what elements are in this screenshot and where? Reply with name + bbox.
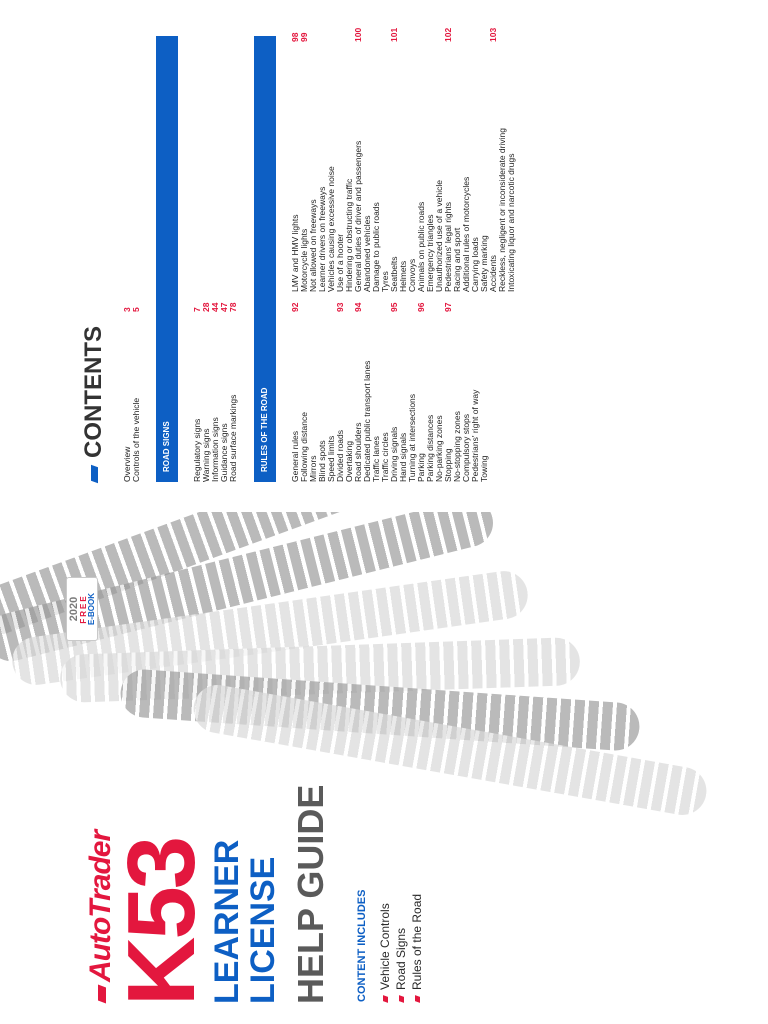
toc-page: 98	[290, 32, 300, 42]
toc-page: 28	[201, 302, 211, 312]
k53-heading: K53	[108, 838, 215, 1006]
toc-entry: Damage to public roads	[371, 202, 381, 292]
toc-entry: Overtaking	[344, 440, 354, 482]
toc-entry: Pedestrians' right of way	[470, 389, 480, 482]
toc-entry: Parking	[416, 453, 426, 482]
toc-entry: Warning signs	[201, 428, 211, 482]
toc-entry: Motorcycle lights	[299, 228, 309, 292]
toc-entry: Vehicles causing excessive noise	[326, 166, 336, 292]
toc-entry: Seatbelts	[389, 256, 399, 292]
toc-page: 102	[443, 27, 453, 42]
toc-page: 95	[389, 302, 399, 312]
contents-title: CONTENTS	[80, 326, 108, 482]
toc-entry: Dedicated public transport lanes	[362, 360, 372, 482]
toc-entry: Traffic circles	[380, 432, 390, 482]
content-includes-heading: CONTENT INCLUDES	[356, 889, 368, 1002]
toc-entry: Information signs	[210, 417, 220, 482]
bullet-icon	[415, 995, 420, 1003]
toc-page: 3	[122, 307, 132, 312]
toc-page: 101	[389, 27, 399, 42]
toc-entry: Following distance	[299, 412, 309, 482]
toc-entry: Guidance signs	[219, 423, 229, 482]
toc-entry: Driving signals	[389, 426, 399, 482]
free-ebook-badge: 2020 FREE E-BOOK	[66, 577, 98, 641]
toc-page: 44	[210, 302, 220, 312]
toc-entry: Overview	[122, 446, 132, 482]
toc-entry: Convoys	[407, 258, 417, 292]
toc-entry: General rules	[290, 430, 300, 482]
toc-entry: Helmets	[398, 260, 408, 292]
road-signs-heading: ROAD SIGNS	[156, 36, 178, 482]
toc-entry: No-parking zones	[434, 415, 444, 482]
toc-entry: Regulatory signs	[192, 418, 202, 482]
content-item: Vehicle Controls	[378, 903, 392, 1002]
toc-entry: Stopping	[443, 448, 453, 482]
toc-entry: Road surface markings	[228, 394, 238, 482]
toc-entry: Speed limits	[326, 435, 336, 482]
toc-page: 97	[443, 302, 453, 312]
toc-entry: Use of a hooter	[335, 233, 345, 292]
toc-entry: Animals on public roads	[416, 201, 426, 292]
content-item: Rules of the Road	[410, 894, 424, 1002]
toc-page: 94	[353, 302, 363, 312]
toc-entry: Learner drivers on freeways	[317, 186, 327, 292]
toc-entry: LMV and HMV lights	[290, 214, 300, 292]
bullet-icon	[399, 995, 404, 1003]
toc-entry: Carrying loads	[470, 237, 480, 292]
toc-page: 7	[192, 307, 202, 312]
title-learner: LEARNER	[208, 839, 246, 1004]
slash-icon	[91, 465, 98, 484]
cover-page	[0, 512, 768, 1024]
toc-entry: Intoxicating liquor and narcotic drugs	[506, 153, 516, 292]
toc-entry: Hindering or obstructing traffic	[344, 178, 354, 292]
toc-entry: Accidents	[488, 255, 498, 292]
bullet-icon	[383, 995, 388, 1003]
content-item: Road Signs	[394, 928, 408, 1002]
toc-entry: Controls of the vehicle	[131, 397, 141, 482]
title-help-guide: HELP GUIDE	[290, 784, 331, 1004]
toc-entry: Abandoned vehicles	[362, 215, 372, 292]
toc-page: 78	[228, 302, 238, 312]
toc-entry: General duties of driver and passengers	[353, 140, 363, 292]
toc-entry: Traffic lanes	[371, 436, 381, 482]
toc-entry: Tyres	[380, 271, 390, 292]
toc-entry: Parking distances	[425, 414, 435, 482]
toc-page: 5	[131, 307, 141, 312]
toc-page: 47	[219, 302, 229, 312]
toc-page: 93	[335, 302, 345, 312]
toc-entry: Divided roads	[335, 430, 345, 482]
toc-entry: Mirrors	[308, 455, 318, 482]
toc-entry: Pedestrians' legal rights	[443, 202, 453, 292]
toc-entry: No-stopping zones	[452, 411, 462, 482]
toc-page: 92	[290, 302, 300, 312]
toc-entry: Not allowed on freeways	[308, 199, 318, 292]
toc-page: 100	[353, 27, 363, 42]
toc-entry: Reckless, negligent or inconsiderate driving	[497, 128, 507, 292]
toc-entry: Blind spots	[317, 440, 327, 482]
toc-page: 99	[299, 32, 309, 42]
toc-page: 96	[416, 302, 426, 312]
toc-entry: Hand signals	[398, 432, 408, 482]
title-license: LICENSE	[244, 856, 282, 1004]
autotrader-logo: AutoTrader	[84, 831, 118, 1002]
rules-heading: RULES OF THE ROAD	[254, 36, 276, 482]
toc-entry: Emergency triangles	[425, 214, 435, 292]
toc-entry: Unauthorized use of a vehicle	[434, 180, 444, 292]
toc-entry: Safety marking	[479, 235, 489, 292]
toc-page: 103	[488, 27, 498, 42]
toc-entry: Road shoulders	[353, 422, 363, 482]
toc-entry: Additional rules of motorcycles	[461, 176, 471, 292]
toc-entry: Compulsory stops	[461, 413, 471, 482]
toc-entry: Towing	[479, 455, 489, 482]
toc-entry: Turning at intersections	[407, 393, 417, 482]
toc-entry: Racing and sport	[452, 227, 462, 292]
